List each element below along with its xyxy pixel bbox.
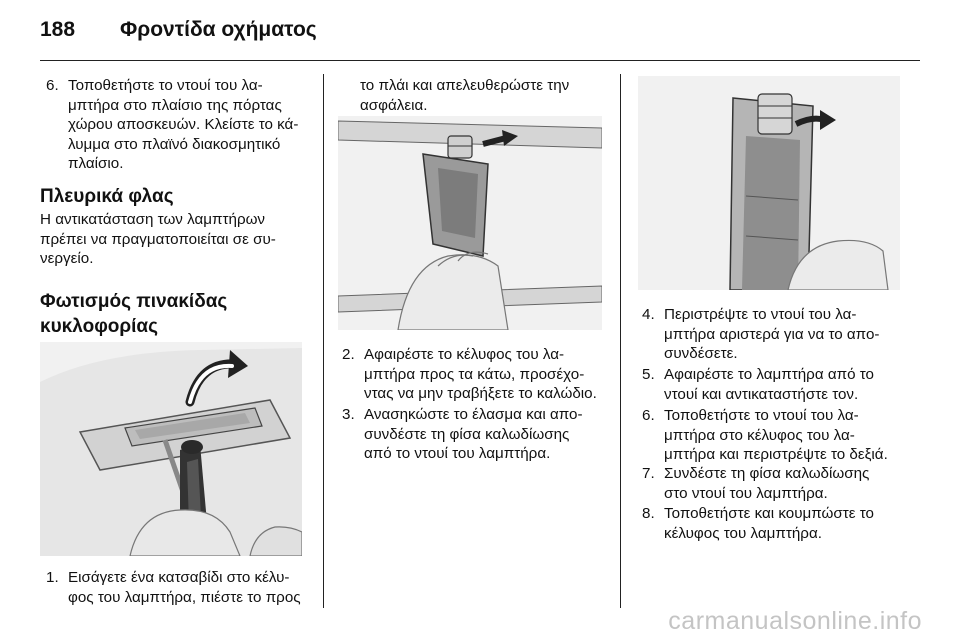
line: πρέπει να πραγματοποιείται σε συ- xyxy=(40,230,276,248)
step-text xyxy=(664,464,869,503)
line: Τοποθετήστε το ντουί του λα- xyxy=(664,407,859,424)
line: Περιστρέψτε το ντουί του λα- xyxy=(664,306,857,323)
heading-side-flasher: Πλευρικά φλας xyxy=(40,186,174,207)
line: Αφαιρέστε το λαμπτήρα από το xyxy=(664,366,874,383)
step-number: 7. xyxy=(642,465,655,482)
line: ασφάλεια. xyxy=(360,96,428,114)
step-text xyxy=(664,305,879,364)
line: φος του λαμπτήρα, πιέστε το προς xyxy=(68,588,301,606)
line: ντουί και αντικαταστήστε τον. xyxy=(664,385,859,403)
line: μπτήρα προς τα κάτω, προσέχο- xyxy=(364,365,585,383)
heading-line: Φωτισμός πινακίδας xyxy=(40,291,228,312)
line: χώρου αποσκευών. Κλείστε το κά- xyxy=(68,116,299,133)
step-text xyxy=(664,406,888,465)
line: μπτήρα στο κέλυφος του λα- xyxy=(664,426,855,444)
step-text xyxy=(364,345,597,404)
line: συνδέσετε. xyxy=(664,345,738,362)
step-text xyxy=(664,504,874,543)
line: Τοποθετήστε το ντουί του λα- xyxy=(68,77,263,94)
line: μπτήρα στο πλαίσιο της πόρτας xyxy=(68,96,282,114)
line: Συνδέστε τη φίσα καλωδίωσης xyxy=(664,465,870,482)
line: Αφαιρέστε το κέλυφος του λα- xyxy=(364,346,565,363)
step-text xyxy=(364,405,583,464)
line: συνδέστε τη φίσα καλωδίωσης xyxy=(364,425,570,443)
line: νεργείο. xyxy=(40,250,94,267)
line: μπτήρα και περιστρέψτε το δεξιά. xyxy=(664,446,888,463)
step-number: 3. xyxy=(342,406,355,423)
line: από το ντουί του λαμπτήρα. xyxy=(364,445,551,462)
step-number: 6. xyxy=(642,407,655,424)
step-text xyxy=(68,76,298,174)
heading-plate-light xyxy=(40,289,227,339)
col2-continuation xyxy=(360,76,610,115)
line: Τοποθετήστε και κουμπώστε το xyxy=(664,505,874,522)
figure-lamp-housing-removal xyxy=(338,116,602,330)
line: Η αντικατάσταση των λαμπτήρων xyxy=(40,211,266,228)
step-text xyxy=(68,568,301,607)
step-number: 8. xyxy=(642,505,655,522)
line: το πλάι και απελευθερώστε την xyxy=(360,77,570,94)
step-number: 1. xyxy=(46,569,59,586)
step-number: 5. xyxy=(642,366,655,383)
line: λυμμα στο πλαϊνό διακοσμητικό xyxy=(68,135,281,153)
watermark: carmanualsonline.info xyxy=(668,607,922,635)
side-flasher-text xyxy=(40,210,320,269)
figure-bulb-socket-rotate xyxy=(638,76,900,290)
step-text xyxy=(664,365,874,404)
column-divider-2 xyxy=(620,74,621,608)
header-rule xyxy=(40,60,920,61)
page-number: 188 xyxy=(40,18,76,41)
step-number: 6. xyxy=(46,77,59,94)
line: ντας να μην τραβήξετε το καλώδιο. xyxy=(364,385,597,402)
line: πλαίσιο. xyxy=(68,155,124,172)
step-number: 2. xyxy=(342,346,355,363)
heading-line: κυκλοφορίας xyxy=(40,316,158,337)
page-header xyxy=(40,18,920,48)
step-number: 4. xyxy=(642,306,655,323)
line: μπτήρα αριστερά για να το απο- xyxy=(664,325,880,343)
figure-screwdriver-plate-light xyxy=(40,342,302,556)
line: Ανασηκώστε το έλασμα και απο- xyxy=(364,406,583,423)
line: κέλυφος του λαμπτήρα. xyxy=(664,524,822,542)
line: Εισάγετε ένα κατσαβίδι στο κέλυ- xyxy=(68,569,290,586)
line: στο ντουί του λαμπτήρα. xyxy=(664,484,828,502)
page-title: Φροντίδα οχήματος xyxy=(120,18,317,41)
column-divider-1 xyxy=(323,74,324,608)
